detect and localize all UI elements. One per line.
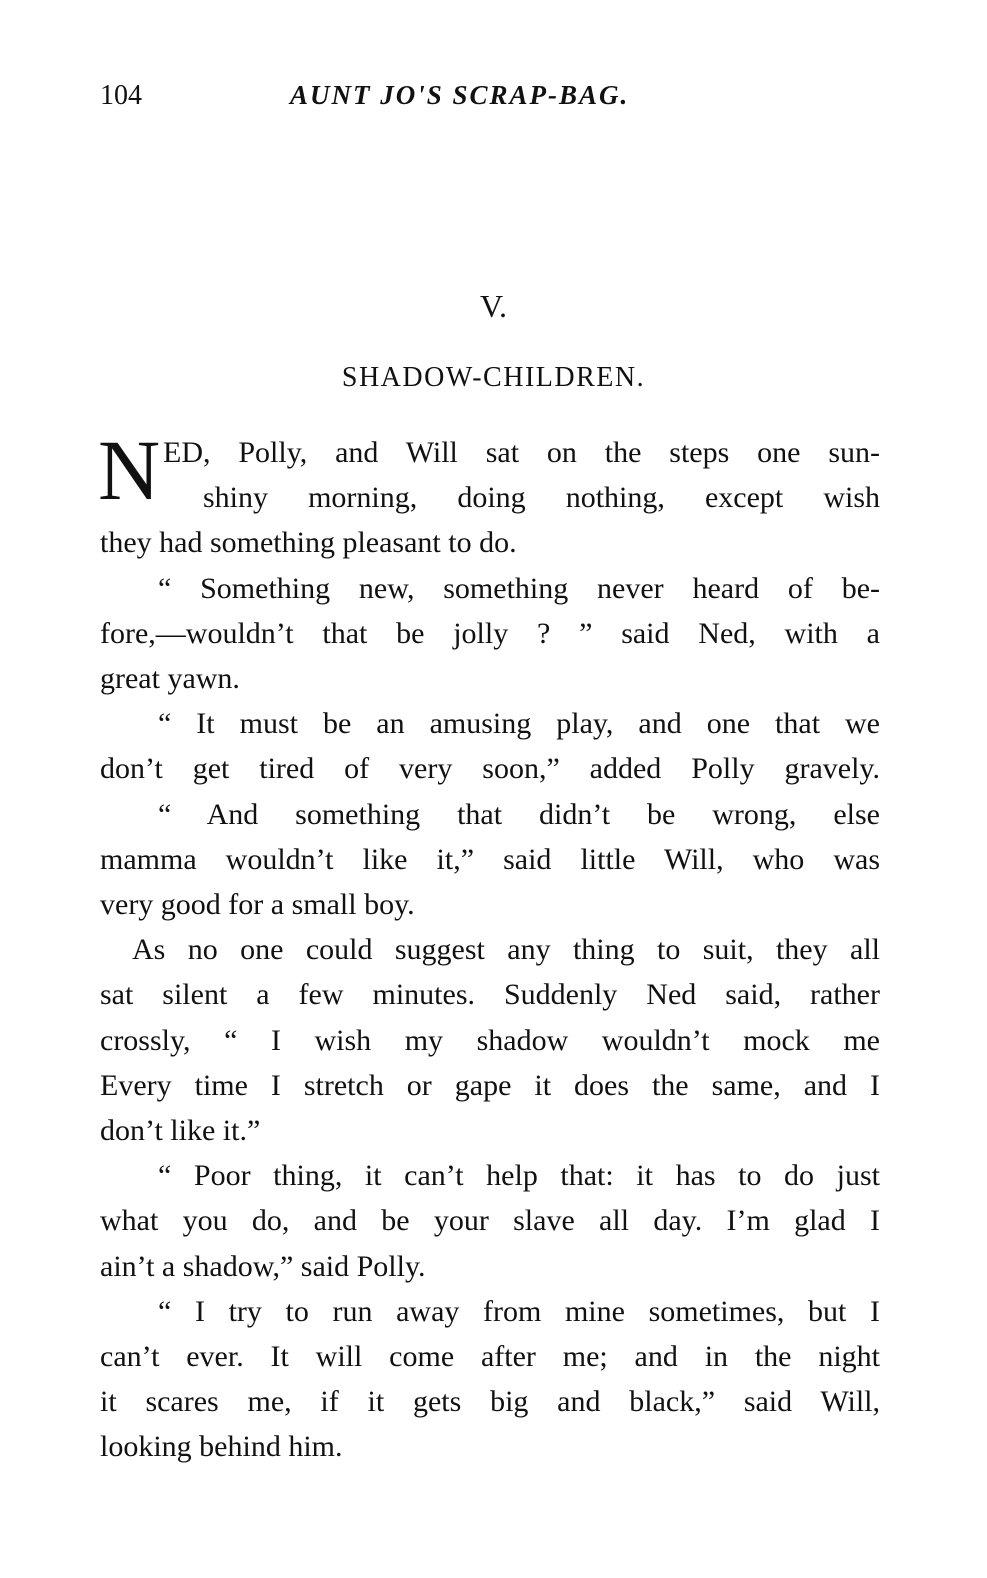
text-line: “ And something that didn’t be wrong, else bbox=[158, 797, 880, 831]
text-line: “ It must be an amusing play, and one that we bbox=[158, 707, 880, 741]
text-line: “ I try to run away from mine sometimes, but I bbox=[158, 1294, 880, 1328]
text-line: don’t like it.” bbox=[100, 1114, 261, 1147]
text-line: fore,—wouldn’t that be jolly ? ” said Ned, with a bbox=[100, 616, 880, 650]
text-line: mamma wouldn’t like it,” said little Will, who was bbox=[100, 842, 880, 876]
text-line: “ Something new, something never heard of be- bbox=[158, 571, 880, 605]
drop-cap: N bbox=[98, 422, 161, 518]
text-line: it scares me, if it gets big and black,” said Will, bbox=[100, 1385, 880, 1419]
text-line: great yawn. bbox=[100, 662, 240, 695]
text-line: can’t ever. It will come after me; and in the night bbox=[100, 1340, 880, 1373]
chapter-number: V. bbox=[480, 288, 507, 324]
page-number: 104 bbox=[100, 80, 142, 111]
text-line: ain’t a shadow,” said Polly. bbox=[100, 1249, 426, 1283]
text-line: don’t get tired of very soon,” added Polly gravely. bbox=[100, 752, 880, 786]
text-line: very good for a small boy. bbox=[100, 888, 415, 921]
text-line: shiny morning, doing nothing, except wish bbox=[203, 481, 880, 515]
text-line: sat silent a few minutes. Suddenly Ned said, rather bbox=[100, 978, 880, 1012]
running-title: AUNT JO'S SCRAP-BAG. bbox=[290, 80, 630, 110]
text-line: what you do, and be your slave all day. I’m glad I bbox=[100, 1204, 880, 1238]
chapter-title: SHADOW-CHILDREN. bbox=[341, 362, 646, 393]
text-line: looking behind him. bbox=[100, 1430, 343, 1464]
text-line: “ Poor thing, it can’t help that: it has to do just bbox=[158, 1159, 880, 1193]
text-line: ED, Polly, and Will sat on the steps one sun- bbox=[163, 436, 880, 469]
text-line: As no one could suggest any thing to suit, they all bbox=[132, 933, 880, 967]
text-line: crossly, “ I wish my shadow wouldn’t mock me bbox=[100, 1023, 880, 1057]
text-line: Every time I stretch or gape it does the same, and I bbox=[100, 1068, 880, 1102]
text-line: they had something pleasant to do. bbox=[100, 526, 517, 560]
